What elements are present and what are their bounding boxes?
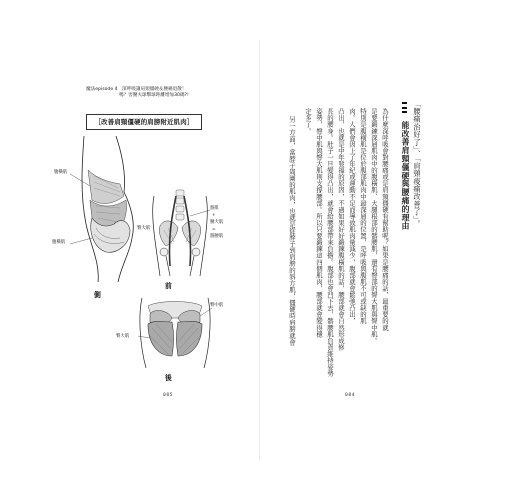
label-plus: + <box>212 213 216 218</box>
label-gluteus-maximus-back: 臀大肌 <box>116 334 130 339</box>
episode-header-line1: 魔法episode 4 深呼吸讓肩頸僵硬＆腰痛退散！ <box>86 87 187 92</box>
episode-header <box>86 87 246 100</box>
figure-title: 改善肩頸僵硬的肩膀附近肌肉 <box>101 118 187 126</box>
front-view-illustration <box>150 186 210 278</box>
label-gluteus-maximus-front: 臀大肌 <box>137 226 151 231</box>
heading-marker <box>402 102 407 116</box>
page-number-left: 085 <box>163 393 174 398</box>
quote-column: 「腰痛治好了」、「肩頸痠痛改善了」。 <box>413 100 422 228</box>
label-gluteus-medius: 臀中肌 <box>210 303 224 308</box>
body-column-6: 長的腰身。肚子一旦變得凸出，就會給腰部帶來負擔。腹部也會凹下去，髂腰肌負責維持姿勢 <box>326 108 334 377</box>
body-column-5: 凸出，也就是中年發福的原因，不過如果好好鍛鍊腹橫肌的話，腰部就會自然形成修 <box>337 108 345 351</box>
body-column-8: 定多了。 <box>304 108 312 135</box>
body-column-1: 為什麼深呼吸會對腰痛或是肩頸僵硬有幫助呢？如果是腰痛的話，最重要的就 <box>381 108 389 331</box>
body-column-4: 肉。人們會因上了年紀或運動不足而導致肌肉量減少，腹部就會鬆弛凸出， <box>348 108 356 325</box>
body-column-9: 另一方面，當脖子周圍的肌肉，也就是從脖子到肩膀的斜方肌，僵硬時肩膀就會 <box>288 116 296 346</box>
section-heading: 能改善肩頸僵硬與腰痛的理由 <box>401 121 410 231</box>
label-transversus-2: 腹橫肌 <box>52 240 66 245</box>
episode-header-line2: 嗎？害腰夫球擊球距離增加30碼?! <box>119 93 189 99</box>
book-gutter <box>259 40 260 460</box>
label-iliacus: 髂肌 <box>210 206 219 211</box>
view-back: 後 <box>165 374 172 382</box>
figure-title-box: ［改善肩頸僵硬的肩膀附近肌肉］ <box>86 114 202 130</box>
label-psoas-major: 腰大肌 <box>210 220 224 225</box>
view-side: 側 <box>94 291 101 299</box>
body-column-3: 特別是腹橫肌是位於腹部肌肉中最深層的位置，是呼吸與腹肌不可或缺的肌 <box>359 108 367 325</box>
side-view-illustration <box>70 134 146 284</box>
body-column-2: 是要鍛鍊深層肌肉中的腹橫肌、大腿根部的髂腰肌，還有臀部的臀大肌與臀中肌。 <box>370 108 378 344</box>
page-number-right: 084 <box>345 393 356 398</box>
label-equals: = <box>212 227 216 232</box>
view-front: 前 <box>165 282 172 290</box>
label-transversus: 腹橫肌 <box>54 170 68 175</box>
back-view-illustration <box>138 296 212 370</box>
label-iliopsoas: 髂腰肌 <box>210 234 224 239</box>
body-column-7: 姿勢，臀中肌與臀大肌則支撐腰部。所以只要鍛鍊這四個肌肉，腰部就會變得穩 <box>315 108 323 338</box>
